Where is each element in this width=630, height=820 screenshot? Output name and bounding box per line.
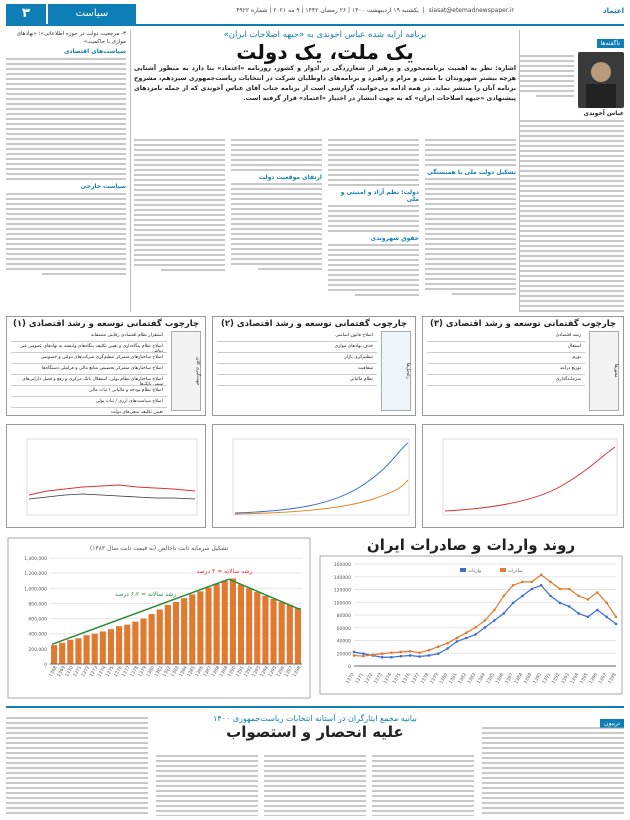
left-intro: ۳- مرجعیت دولت در حوزه اطلاعاتی»؛ «نهادهای موازی با حاکمیت» <box>16 31 126 45</box>
series-point <box>399 655 402 658</box>
series-point <box>437 645 440 648</box>
newspaper-logo: اعتماد <box>603 7 624 15</box>
main-article-body <box>134 136 516 312</box>
x-tick-label: 1375 <box>105 665 116 678</box>
x-tick-label: 1386 <box>194 665 205 678</box>
series-point <box>493 609 496 612</box>
mini-chart-3 <box>422 424 624 528</box>
bar <box>108 629 114 664</box>
framework-1-row: استقرار نظام اقتصادی رقابتی منصفانه <box>11 331 167 342</box>
framework-2-row: نظام مالیاتی <box>217 375 377 386</box>
mini-chart-3-svg <box>423 425 624 528</box>
bottom-col-right <box>482 727 624 816</box>
framework-3-row: توزیع درآمد <box>427 364 585 375</box>
bar <box>181 598 187 664</box>
framework-3-row: سرمایه‌گذاری <box>427 375 585 386</box>
series-point <box>446 642 449 645</box>
x-tick-label: 1375 <box>392 672 403 685</box>
x-tick-label: 1385 <box>486 672 497 685</box>
series-point <box>540 584 543 587</box>
y-tick-label: 400,000 <box>28 632 47 638</box>
series-point <box>390 651 393 654</box>
series-point <box>381 652 384 655</box>
x-tick-label: 1397 <box>284 665 295 678</box>
x-tick-label: 1381 <box>154 665 165 678</box>
mini-chart-1-line <box>29 485 195 495</box>
x-tick-label: 1373 <box>373 672 384 685</box>
x-tick-label: 1390 <box>227 665 238 678</box>
bar <box>92 634 98 664</box>
mini-chart-1-svg <box>7 425 206 528</box>
series-point <box>474 626 477 629</box>
main-article-head <box>134 30 516 132</box>
series-point <box>587 616 590 619</box>
bar <box>100 631 106 664</box>
x-tick-label: 1384 <box>476 672 487 685</box>
series-point <box>521 581 524 584</box>
x-tick-label: 1392 <box>243 665 254 678</box>
series-point <box>428 654 431 657</box>
y-tick-label: 0 <box>348 665 351 670</box>
y-tick-label: 1,200,000 <box>24 572 47 578</box>
framework-2-row: حذف نهادهای موازی <box>217 342 377 353</box>
date-line: یکشنبه ۱۹ اردیبهشت ۱۴۰۰ | ۲۶ رمضان ۱۴۴۲ | ۹ مه ۲۰۲۱ | شماره ۴۹۲۲ <box>236 7 419 14</box>
bar <box>67 640 73 664</box>
bottom-col-middle <box>156 752 474 816</box>
framework-1-side: جهت‌گیری کلان <box>171 331 201 411</box>
y-tick-label: 160000 <box>333 563 351 568</box>
bottom-col-left <box>6 717 148 816</box>
x-tick-label: 1383 <box>170 665 181 678</box>
y-tick-label: 80000 <box>336 614 351 619</box>
series-line <box>354 575 616 656</box>
legend-entry: واردات <box>468 569 482 574</box>
bar <box>59 643 65 664</box>
x-tick-label: 1386 <box>495 672 506 685</box>
body-column-3 <box>231 139 322 312</box>
article-headline: یک ملت، یک دولت <box>236 40 414 64</box>
trade-chart <box>318 536 624 702</box>
mini-chart-2-svg <box>213 425 416 528</box>
series-point <box>596 609 599 612</box>
x-tick-label: 1392 <box>551 672 562 685</box>
framework-2-row: شفافیت <box>217 364 377 375</box>
series-point <box>409 654 412 657</box>
bar <box>149 614 155 664</box>
framework-1-row: اصلاح ساختارهای متمرکز تنظیم‌گری شرکت‌های دولتی و خصوصی <box>11 353 167 364</box>
bar <box>173 602 179 664</box>
x-tick-label: 1388 <box>211 665 222 678</box>
mini-chart-1 <box>6 424 206 528</box>
framework-2-side: راه‌حل‌ها <box>381 331 411 411</box>
x-tick-label: 1393 <box>560 672 571 685</box>
x-tick-label: 1394 <box>570 672 581 685</box>
x-tick-label: 1391 <box>235 665 246 678</box>
left-column <box>6 30 126 312</box>
series-point <box>484 619 487 622</box>
bar <box>222 581 228 664</box>
framework-2-row: اصلاح قانون اساسی <box>217 331 377 342</box>
x-tick-label: 1397 <box>598 672 609 685</box>
x-tick-label: 1372 <box>364 672 375 685</box>
series-point <box>465 631 468 634</box>
x-tick-label: 1376 <box>401 672 412 685</box>
bar <box>270 599 276 664</box>
series-point <box>559 588 562 591</box>
sidebar-tag: ناگفته‌ها <box>597 39 624 48</box>
x-tick-label: 1380 <box>146 665 157 678</box>
framework-3-side: محورها <box>589 331 619 411</box>
bar <box>132 622 138 664</box>
x-tick-label: 1388 <box>514 672 525 685</box>
bar <box>84 635 90 664</box>
bottom-headline: علیه انحصار و استصواب <box>226 723 404 741</box>
series-point <box>530 581 533 584</box>
framework-1-title: چارچوب گفتمانی توسعه و رشد اقتصادی (۱) <box>12 319 200 329</box>
y-tick-label: 1,000,000 <box>24 587 47 593</box>
bar <box>189 594 195 664</box>
x-tick-label: 1368 <box>48 665 59 678</box>
x-tick-label: 1369 <box>56 665 67 678</box>
framework-1-row: اصلاح ساختارهای متمرکز تخصیص منابع مالی و فراملی دستگاه‌ها <box>11 364 167 375</box>
bar <box>287 605 293 664</box>
mini-chart-3-curve <box>445 447 615 511</box>
trade-chart-title: روند واردات و صادرات ایران <box>366 536 576 554</box>
x-tick-label: 1398 <box>292 665 303 678</box>
bar <box>238 585 244 665</box>
x-tick-label: 1395 <box>579 672 590 685</box>
body-column-1 <box>425 139 516 312</box>
x-tick-label: 1376 <box>113 665 124 678</box>
legend-entry: صادرات <box>508 569 523 574</box>
framework-3-title: چارچوب گفتمانی توسعه و رشد اقتصادی (۳) <box>429 319 617 329</box>
x-tick-label: 1370 <box>345 672 356 685</box>
series-point <box>456 640 459 643</box>
chart-title: تشکیل سرمایه ثابت ناخالص (به قیمت ثابت سال ۱۳۸۳) <box>89 545 229 552</box>
x-tick-label: 1370 <box>64 665 75 678</box>
series-point <box>605 602 608 605</box>
subhead-3: حقوق شهروندی <box>370 235 419 242</box>
mini-chart-2-curve-2 <box>235 480 408 514</box>
y-tick-label: 60000 <box>336 626 351 632</box>
bar <box>279 602 285 664</box>
x-tick-label: 1377 <box>411 672 422 685</box>
framework-1-row: اصلاح نظام بودجه و مالیاتی / ثبات مالی <box>11 386 167 397</box>
author-photo <box>578 52 624 108</box>
page-header <box>6 4 624 26</box>
series-point <box>521 595 524 598</box>
capital-formation-svg <box>6 536 312 702</box>
series-point <box>549 581 552 584</box>
x-tick-label: 1396 <box>276 665 287 678</box>
capital-formation-chart <box>6 536 312 702</box>
x-tick-label: 1396 <box>588 672 600 685</box>
series-point <box>409 650 412 653</box>
series-point <box>446 647 449 650</box>
bar <box>157 609 163 664</box>
bar <box>254 592 260 664</box>
x-tick-label: 1379 <box>429 672 440 685</box>
sidebar-column <box>520 30 624 312</box>
trade-chart-svg <box>318 554 624 698</box>
series-point <box>512 584 515 587</box>
framework-1-row: اصلاح ساختارهای نظام پولی: استقلال بانک مرکزی و رفع و فصل دارایی‌های سمی بانک‌ها <box>11 375 167 386</box>
series-point <box>474 633 477 636</box>
series-point <box>530 588 533 591</box>
growth-annotation-1: رشد سالانه ≈ ۶،۲ درصد <box>115 590 177 598</box>
y-tick-label: 200,000 <box>28 647 47 653</box>
series-point <box>512 602 515 605</box>
mini-chart-2-curve <box>235 443 408 513</box>
x-tick-label: 1372 <box>81 665 92 678</box>
framework-3-row: اشتغال <box>427 342 585 353</box>
subhead-economic: سیاست‌های اقتصادی <box>63 48 126 55</box>
bar <box>51 645 57 664</box>
series-point <box>390 656 393 659</box>
series-point <box>549 595 552 598</box>
y-tick-label: 800,000 <box>28 602 47 608</box>
series-point <box>587 598 590 601</box>
x-tick-label: 1389 <box>523 672 534 685</box>
series-point <box>428 649 431 652</box>
series-point <box>596 591 599 594</box>
bar <box>140 619 146 664</box>
series-point <box>381 656 384 659</box>
x-tick-label: 1393 <box>251 665 262 678</box>
x-tick-label: 1394 <box>259 665 271 678</box>
framework-1-row: اصلاح نظام بنگاه‌داری و تعیین تکلیف بنگاه‌های وابسته به نهادهای عمومی غیر دولتی <box>11 342 167 353</box>
x-tick-label: 1382 <box>162 665 173 678</box>
legend-swatch <box>500 568 506 572</box>
issue-info: siasat@etemadnewspaper.ir | یکشنبه ۱۹ اردیبهشت ۱۴۰۰ | ۲۶ رمضان ۱۴۴۲ | ۹ مه ۲۰۲۱ | شماره ۴۹۲۲ <box>236 7 514 14</box>
framework-table-2 <box>212 316 416 416</box>
x-tick-label: 1387 <box>504 672 515 685</box>
framework-table-1 <box>6 316 206 416</box>
series-point <box>577 595 580 598</box>
series-point <box>568 588 571 591</box>
x-tick-label: 1391 <box>542 672 553 685</box>
framework-2-title: چارچوب گفتمانی توسعه و رشد اقتصادی (۲) <box>220 319 408 329</box>
series-point <box>484 626 487 629</box>
series-point <box>362 652 365 655</box>
bottom-article <box>6 710 624 816</box>
bar <box>75 638 81 664</box>
section-label: سیاست <box>48 4 136 24</box>
bar <box>116 626 122 664</box>
bar <box>124 625 130 664</box>
article-kicker: برنامه ارایه شده عباس آخوندی به «جبهه اصلاحات ایران» <box>223 30 427 40</box>
series-point <box>493 619 496 622</box>
series-point <box>353 651 356 654</box>
series-point <box>605 616 608 619</box>
series-point <box>568 605 571 608</box>
series-point <box>615 616 618 619</box>
series-point <box>399 651 402 654</box>
y-tick-label: 600,000 <box>28 617 47 623</box>
subhead-2: دولت: نظم آزاد و امنیتی و ملی <box>340 189 419 203</box>
bar <box>246 588 252 664</box>
x-tick-label: 1387 <box>203 665 214 678</box>
framework-3-row: تورم <box>427 353 585 364</box>
series-point <box>502 612 505 615</box>
x-tick-label: 1380 <box>439 672 450 685</box>
x-tick-label: 1371 <box>355 672 366 685</box>
x-tick-label: 1383 <box>467 672 478 685</box>
series-point <box>418 655 421 658</box>
framework-table-3 <box>422 316 624 416</box>
x-tick-label: 1374 <box>383 672 394 685</box>
site-email[interactable]: siasat@etemadnewspaper.ir <box>428 7 514 14</box>
x-tick-label: 1384 <box>178 665 189 678</box>
x-tick-label: 1378 <box>129 665 140 678</box>
subhead-4: ارتقای موقعیت دولت <box>258 174 322 181</box>
x-tick-label: 1390 <box>532 672 543 685</box>
y-tick-label: 140000 <box>333 575 351 581</box>
series-point <box>540 574 543 577</box>
x-tick-label: 1378 <box>420 672 431 685</box>
series-point <box>418 651 421 654</box>
author-name: عباس آخوندی <box>583 110 624 117</box>
bar <box>197 591 203 664</box>
legend-swatch <box>460 568 466 572</box>
x-tick-label: 1371 <box>72 665 84 678</box>
mini-chart-1-line-2 <box>29 494 195 499</box>
y-tick-label: 120000 <box>333 588 351 594</box>
x-tick-label: 1395 <box>268 665 279 678</box>
bottom-kicker: بیانیه مجمع ایثارگران در آستانه انتخابات ریاست‌جمهوری ۱۴۰۰ <box>213 714 417 723</box>
bar <box>262 596 268 664</box>
series-point <box>371 653 374 656</box>
series-point <box>615 623 618 626</box>
y-tick-label: 1,400,000 <box>24 557 47 562</box>
body-column-2 <box>328 139 419 312</box>
growth-annotation-2: رشد سالانه ≈ ۴ درصد <box>196 568 253 576</box>
y-tick-label: 40000 <box>336 639 351 645</box>
x-tick-label: 1373 <box>89 665 100 678</box>
series-point <box>502 595 505 598</box>
x-tick-label: 1379 <box>138 665 149 678</box>
mini-chart-2 <box>212 424 416 528</box>
y-tick-label: 0 <box>44 663 47 668</box>
bar <box>214 584 220 664</box>
x-tick-label: 1374 <box>97 665 108 678</box>
series-point <box>437 652 440 655</box>
sidebar-body-text <box>520 120 624 312</box>
subhead-foreign: سیاست خارجی <box>80 183 126 190</box>
framework-2-row: تنظیم‌گری بازار <box>217 353 377 364</box>
bottom-tag: تریبون <box>600 719 624 728</box>
x-tick-label: 1389 <box>219 665 230 678</box>
x-tick-label: 1381 <box>448 672 459 685</box>
page-number: ۳ <box>6 4 46 24</box>
body-column-4 <box>134 139 225 312</box>
y-tick-label: 20000 <box>336 652 351 658</box>
series-point <box>465 637 468 640</box>
series-point <box>456 637 459 640</box>
x-tick-label: 1377 <box>121 665 132 678</box>
series-point <box>577 612 580 615</box>
x-tick-label: 1398 <box>607 672 618 685</box>
series-point <box>362 655 365 658</box>
x-tick-label: 1382 <box>457 672 469 685</box>
series-point <box>559 602 562 605</box>
bar <box>205 588 211 664</box>
subhead-1: تشکیل دولت ملی با همبستگی <box>427 169 516 176</box>
x-tick-label: 1385 <box>186 665 197 678</box>
bar <box>295 608 301 664</box>
framework-3-row: رشد اقتصادی <box>427 331 585 342</box>
framework-1-row: اصلاح سیاست‌های ارزی / ثبات پولی <box>11 397 167 408</box>
series-point <box>353 654 356 657</box>
article-lead: اشاره: نظر به اهمیت برنامه‌محوری و پرهیز از شعارزدگی در ادوار و کشور، روزنامه «اعتماد» بنا دارد به منظور آشنایی هرچه بیشتر شهروندان با مشی و مرام و راهبرد و برنامه‌های داوطلبان شرکت در انتخابات ریاست‌جمهوری سیزدهم، مشروح برنامه آنان را منتشر نماید. در همه ادامه می‌خوانید، گزارشی است از برنامه جناب آقای عباس آخوندی که از جمله نامزدهای پیشنهادی «جبهه اصلاحات ایران» که به جهت انتشار در اختیار «اعتماد» قرار گرفته است. <box>134 65 516 102</box>
framework-1-row: تعیین تکلیف بدهی‌های دولت <box>11 408 167 416</box>
bar <box>165 605 171 664</box>
bar <box>230 578 236 664</box>
y-tick-label: 100000 <box>333 601 351 607</box>
